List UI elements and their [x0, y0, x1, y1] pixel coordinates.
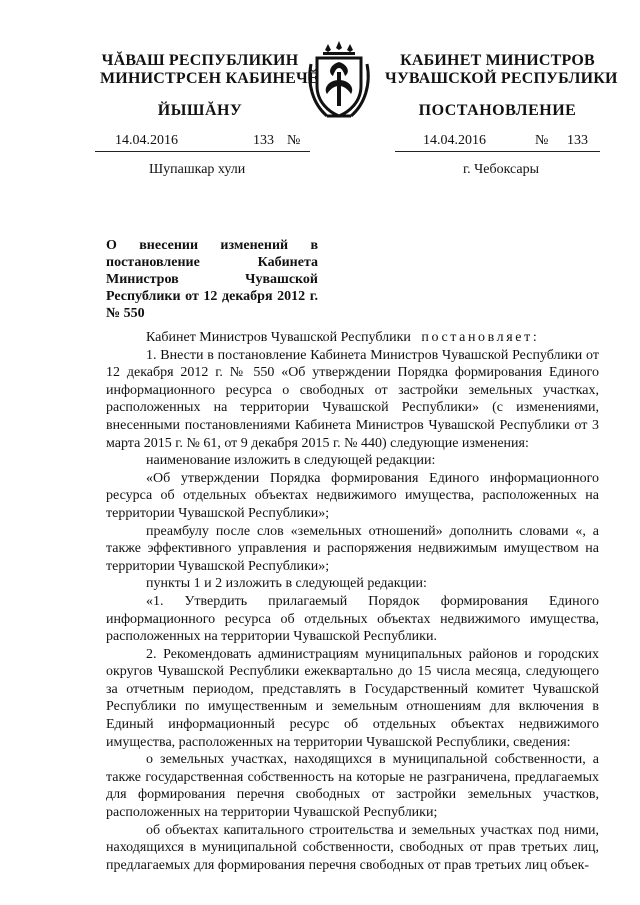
place-chuvash: Шупашкар хули [149, 162, 246, 177]
body-paragraph: «Об утверждении Порядка формирования Единого информационного ресурса об отдельных объектах недвижимого имущества, расположенных на территории Чувашской Республики»; [106, 470, 599, 521]
place-russian: г. Чебоксары [463, 162, 540, 177]
body-paragraph: 2. Рекомендовать администрациям муниципальных районов и городских округов Чувашской Республики ежеквартально до 15 числа месяца, следующего за отчетным периодом, представлять в Государственный комитет Чувашской Республики по имущественным и земельным отношениям для включения в Единый информационный ресурс об отдельных объектах недвижимого имущества, расположенных на территории Чувашской Республики, сведения: [106, 646, 599, 750]
doc-type-russian: ПОСТАНОВЛЕНИЕ [418, 102, 577, 119]
registration-line-right [395, 133, 600, 152]
body-paragraph: «1. Утвердить прилагаемый Порядок формирования Единого информационного ресурса об отдельных объектах недвижимого имущества, расположенных на территории Чувашской Республики. [106, 593, 599, 645]
date-right: 14.04.2016 [423, 133, 486, 148]
chuvash-coat-of-arms-icon [305, 40, 373, 122]
header-left-chuvash [100, 52, 319, 120]
document-body [106, 329, 599, 874]
document-subject: О внесении изменений в постановление Кабинета Министров Чувашской Республики от 12 декабря 2012 г. № 550 [106, 238, 318, 321]
intro-paragraph [106, 329, 599, 347]
doc-type-chuvash: ЙЫШĂНУ [157, 102, 243, 119]
org-name-chuvash-line2: МИНИСТРСЕН КАБИНЕЧĔ [100, 70, 319, 87]
number-sign-left: № [287, 133, 301, 148]
intro-prefix: Кабинет Министров Чувашской Республики [146, 330, 411, 345]
org-name-chuvash-line1: ЧĂВАШ РЕСПУБЛИКИН [101, 52, 299, 69]
body-paragraph: о земельных участках, находящихся в муниципальной собственности, а также государственная собственность на которые не разграничена, предлагаемых для формирования перечня свободных от застройки земельных участков, расположенных на территории Чувашской Республики; [106, 752, 599, 821]
date-left: 14.04.2016 [115, 133, 178, 148]
header-right-russian [385, 52, 618, 120]
org-name-russian-line2: ЧУВАШСКОЙ РЕСПУБЛИКИ [385, 70, 618, 87]
body-paragraph: наименование изложить в следующей редакции: [146, 453, 436, 469]
body-paragraph: 1. Внести в постановление Кабинета Министров Чувашской Республики от 12 декабря 2012 г. № 550 «Об утверждении Порядка формирования Единого информационного ресурса о свободных от застройки земельных участках, расположенных на территории Чувашской Республики» (с изменениями, внесенными постановлениями Кабинета Министров Чувашской Республики от 3 марта 2015 г. № 61, от 9 декабря 2015 г. № 440) следующие изменения: [106, 347, 599, 451]
number-left: 133 [253, 133, 274, 148]
registration-line-left [95, 133, 310, 152]
org-name-russian-line1: КАБИНЕТ МИНИСТРОВ [400, 52, 595, 69]
intro-verb: постановляет: [421, 330, 540, 345]
body-paragraph: об объектах капитального строительства и земельных участках под ними, находящихся в муниципальной собственности, свободных от прав третьих лиц, предлагаемых для формирования перечня свободных от прав третьих лиц объек- [106, 822, 599, 873]
body-paragraph: преамбулу после слов «земельных отношений» дополнить словами «, а также эффективного управления и распоряжения недвижимым имуществом на территории Чувашской Республики»; [106, 523, 599, 574]
number-right: 133 [567, 133, 588, 148]
number-sign-right: № [535, 133, 549, 148]
body-paragraph: пункты 1 и 2 изложить в следующей редакции: [146, 576, 427, 592]
